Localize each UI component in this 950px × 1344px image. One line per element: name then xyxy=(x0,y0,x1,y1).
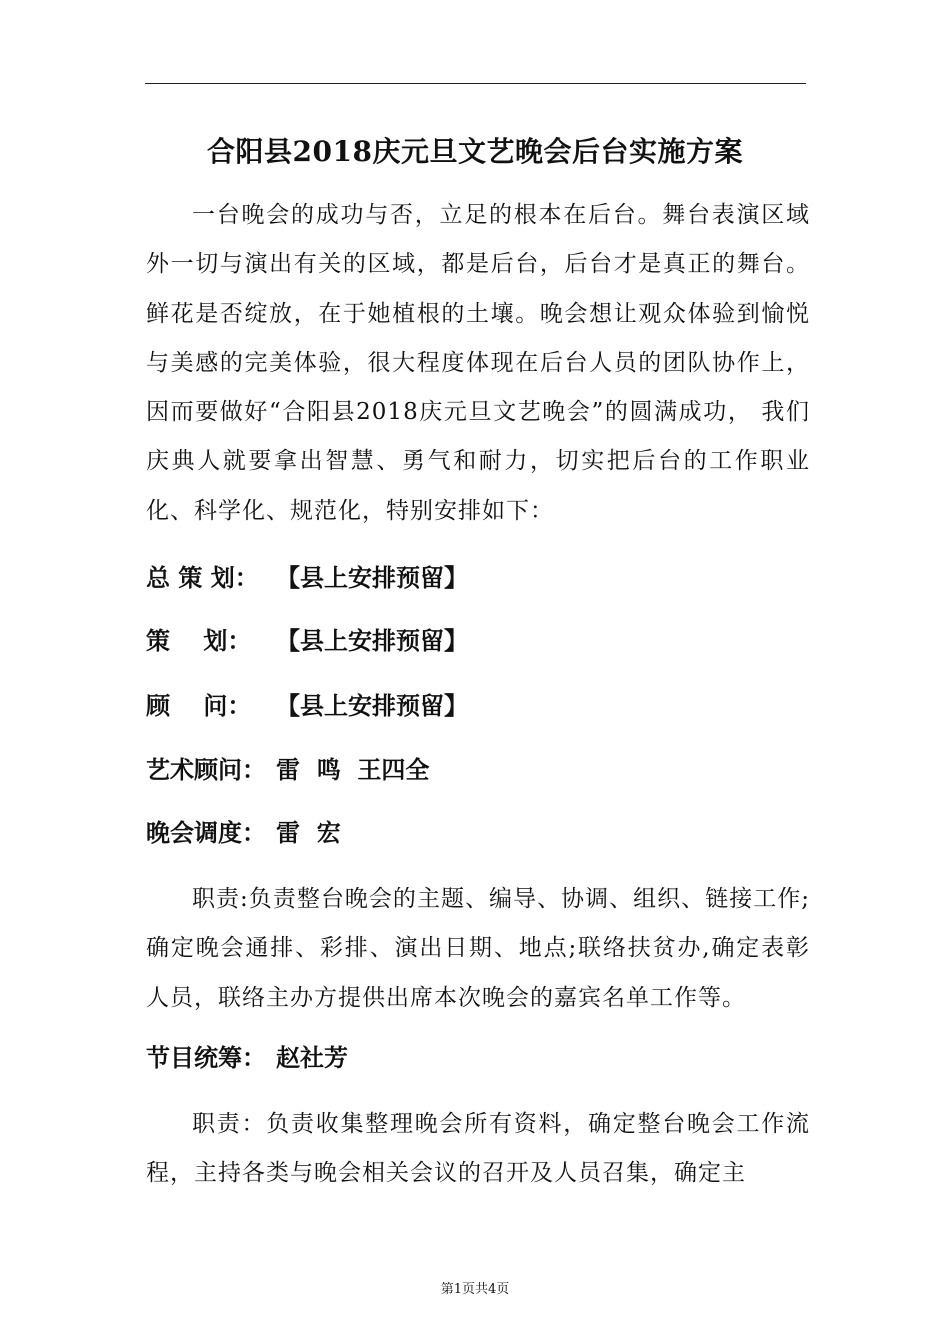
document-title: 合阳县2018庆元旦文艺晚会后台实施方案 xyxy=(207,135,743,168)
role-line-advisor xyxy=(146,690,468,722)
role-label: 总 策 划： xyxy=(146,563,259,592)
role-line-art-advisor xyxy=(146,754,429,786)
role-value: 雷 鸣 王四全 xyxy=(276,755,430,784)
role-value: 雷 宏 xyxy=(276,818,341,847)
role-value: 【县上安排预留】 xyxy=(276,691,468,720)
role-line-chief-planner xyxy=(146,562,468,594)
intro-section xyxy=(146,191,810,536)
role-line-dispatcher xyxy=(146,817,341,849)
intro-paragraph: 一台晚会的成功与否，立足的根本在后台。舞台表演区域外一切与演出有关的区域，都是后台，后台才是真正的舞台。鲜花是否绽放，在于她植根的土壤。晚会想让观众体验到愉悦与美感的完美体验，很大程度体现在后台人员的团队协作上，因而要做好“合阳县2018庆元旦文艺晚会”的圆满成功， 我们庆典人就要拿出智慧、勇气和耐力，切实把后台的工作职业化、科学化、规范化，特别安排如下： xyxy=(146,202,810,524)
duty-section-program-coordinator xyxy=(146,1100,810,1199)
role-label: 节目统筹： xyxy=(146,1043,266,1072)
role-label: 艺术顾问： xyxy=(146,755,266,784)
role-value: 【县上安排预留】 xyxy=(276,626,468,655)
role-value: 【县上安排预留】 xyxy=(276,563,468,592)
duty-paragraph: 职责:负责整台晚会的主题、编导、协调、组织、链接工作;确定晚会通排、彩排、演出日期、地点;联络扶贫办,确定表彰人员，联络主办方提供出席本次晚会的嘉宾名单工作等。 xyxy=(146,886,810,1011)
role-label: 顾 问： xyxy=(146,691,252,720)
duty-section-dispatcher xyxy=(146,875,810,1023)
page-number: 第1页共4页 xyxy=(440,1282,510,1297)
role-label: 晚会调度： xyxy=(146,818,266,847)
duty-paragraph: 职责：负责收集整理晚会所有资料，确定整台晚会工作流程，主持各类与晚会相关会议的召开及人员召集，确定主 xyxy=(146,1111,810,1187)
role-line-program-coordinator xyxy=(146,1042,348,1074)
header-rule xyxy=(145,83,806,84)
role-line-planner xyxy=(146,625,468,657)
role-label: 策 划： xyxy=(146,626,252,655)
role-value: 赵社芳 xyxy=(276,1043,348,1072)
